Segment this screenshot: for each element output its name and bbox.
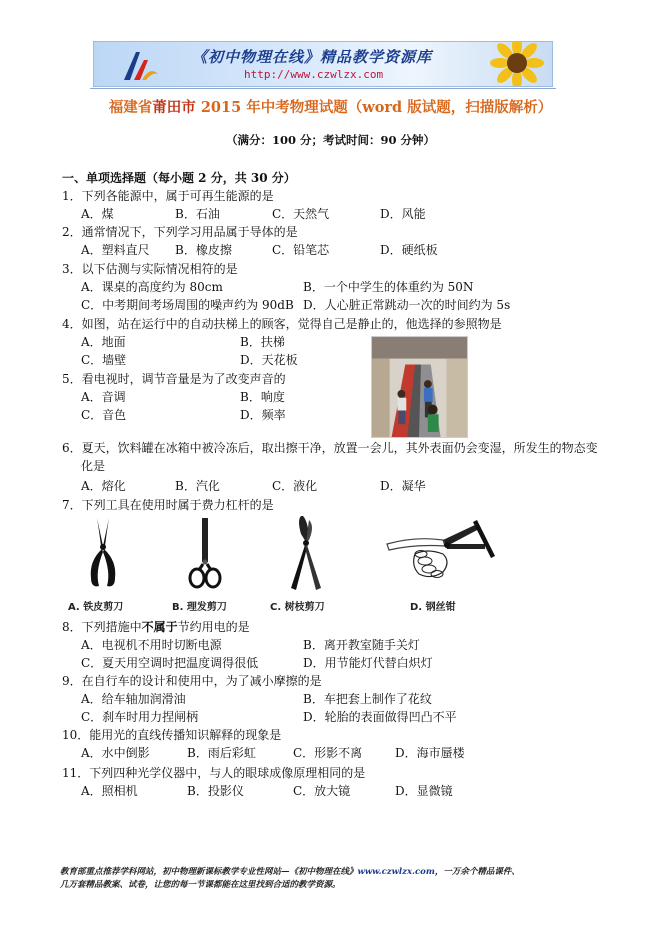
q3-stem: 3．以下估测与实际情况相符的是 <box>62 262 238 276</box>
q8-option-b: B．离开教室随手关灯 <box>303 638 420 652</box>
q7-option-a: A. 铁皮剪刀 <box>68 602 124 613</box>
title-city: 莆田市 <box>152 99 196 116</box>
q5-option-a: A．音调 <box>81 390 126 404</box>
q8-stem: 8．下列措施中不属于节约用电的是 <box>62 620 250 634</box>
q3-option-b: B．一个中学生的体重约为 50N <box>303 280 474 294</box>
q6-option-d: D．凝华 <box>380 479 426 493</box>
tin-snips-icon <box>83 516 123 591</box>
q4-option-b: B．扶梯 <box>240 335 285 349</box>
q1-option-c: C．天然气 <box>272 207 330 221</box>
q6-stem: 6．夏天，饮料罐在冰箱中被冷冻后，取出擦干净，放置一会儿，其外表面仍会变湿，所发生的物态变 <box>62 441 598 455</box>
q4-option-d: D．天花板 <box>240 353 298 367</box>
q6-option-b: B．汽化 <box>175 479 220 493</box>
q10-stem: 10．能用光的直线传播知识解释的现象是 <box>62 728 282 742</box>
footer-line-1: 教育部重点推荐学科网站，初中物理新课标教学专业性网站—《初中物理在线》www.czwlzx.com，一万余个精品课件、 <box>60 867 520 877</box>
q8-stem-emphasis: 不属于 <box>141 620 178 634</box>
page-title: 福建省莆田市 2015 年中考物理试题（word 版试题，扫描版解析） <box>108 99 553 116</box>
q1-option-a: A．煤 <box>81 207 114 221</box>
q4-stem: 4．如图，站在运行中的自动扶梯上的顾客，觉得自己是静止的，他选择的参照物是 <box>62 317 502 331</box>
q11-option-a: A．照相机 <box>81 784 138 798</box>
q10-option-c: C．形影不离 <box>293 746 363 760</box>
q6-option-c: C．液化 <box>272 479 318 493</box>
q7-option-d: D. 钢丝钳 <box>410 602 456 613</box>
q5-option-c: C．音色 <box>81 408 127 422</box>
wire-pliers-icon <box>385 514 500 586</box>
branch-shears-icon <box>285 512 327 592</box>
q10-option-a: A．水中倒影 <box>81 746 150 760</box>
escalator-photo <box>371 336 468 438</box>
q3-option-d: D．人心脏正常跳动一次的时间约为 5s <box>303 298 511 312</box>
q6-stem-continued: 化是 <box>81 459 106 473</box>
q9-option-a: A．给车轴加润滑油 <box>81 692 186 706</box>
header-rule <box>90 88 556 89</box>
q3-option-a: A．课桌的高度约为 80cm <box>81 280 223 294</box>
page-footer <box>60 866 620 892</box>
q2-option-b: B．橡皮擦 <box>175 243 232 257</box>
q1-option-b: B．石油 <box>175 207 220 221</box>
footer-line-2: 几万套精品教案、试卷，让您的每一节课都能在这里找到合适的教学资源。 <box>60 880 341 890</box>
q11-option-b: B．投影仪 <box>187 784 244 798</box>
q10-option-d: D．海市蜃楼 <box>395 746 465 760</box>
q3-option-c: C．中考期间考场周围的噪声约为 90dB <box>81 298 294 312</box>
q9-option-d: D．轮胎的表面做得凹凸不平 <box>303 710 457 724</box>
q2-stem: 2．通常情况下，下列学习用品属于导体的是 <box>62 225 298 239</box>
q9-option-c: C．刹车时用力捏闸柄 <box>81 710 199 724</box>
q2-option-d: D．硬纸板 <box>380 243 438 257</box>
q11-stem: 11．下列四种光学仪器中，与人的眼球成像原理相同的是 <box>62 766 366 780</box>
q5-stem: 5．看电视时，调节音量是为了改变声音的 <box>62 372 286 386</box>
q4-option-c: C．墙壁 <box>81 353 127 367</box>
q7-stem: 7．下列工具在使用时属于费力杠杆的是 <box>62 498 274 512</box>
q5-option-d: D．频率 <box>240 408 286 422</box>
q9-option-b: B．车把套上制作了花纹 <box>303 692 432 706</box>
q6-option-a: A．熔化 <box>81 479 126 493</box>
q2-option-a: A．塑料直尺 <box>81 243 150 257</box>
banner-url: http://www.czwlzx.com <box>244 68 384 81</box>
q8-option-c: C．夏天用空调时把温度调得很低 <box>81 656 259 670</box>
q5-option-b: B．响度 <box>240 390 285 404</box>
q2-option-c: C．铅笔芯 <box>272 243 330 257</box>
q10-option-b: B．雨后彩虹 <box>187 746 256 760</box>
q7-option-c: C. 树枝剪刀 <box>270 602 325 613</box>
q8-option-d: D．用节能灯代替白炽灯 <box>303 656 433 670</box>
hair-scissors-icon <box>188 516 222 591</box>
site-banner <box>93 41 553 87</box>
page-subtitle: （满分：100 分；考试时间：90 分钟） <box>225 133 435 147</box>
banner-title: 《初中物理在线》精品教学资源库 <box>192 48 433 66</box>
q8-option-a: A．电视机不用时切断电源 <box>81 638 222 652</box>
sunflower-icon <box>488 41 546 87</box>
q11-option-d: D．显微镜 <box>395 784 453 798</box>
q4-option-a: A．地面 <box>81 335 126 349</box>
footer-url: www.czwlzx.com <box>357 867 435 877</box>
q7-option-b: B. 理发剪刀 <box>172 602 227 613</box>
q9-stem: 9．在自行车的设计和使用中，为了减小摩擦的是 <box>62 674 322 688</box>
q1-option-d: D．风能 <box>380 207 426 221</box>
q11-option-c: C．放大镜 <box>293 784 351 798</box>
czwlzx-logo-icon <box>120 46 160 84</box>
q1-stem: 1．下列各能源中，属于可再生能源的是 <box>62 189 274 203</box>
section-heading: 一、单项选择题（每小题 2 分，共 30 分） <box>62 171 296 185</box>
